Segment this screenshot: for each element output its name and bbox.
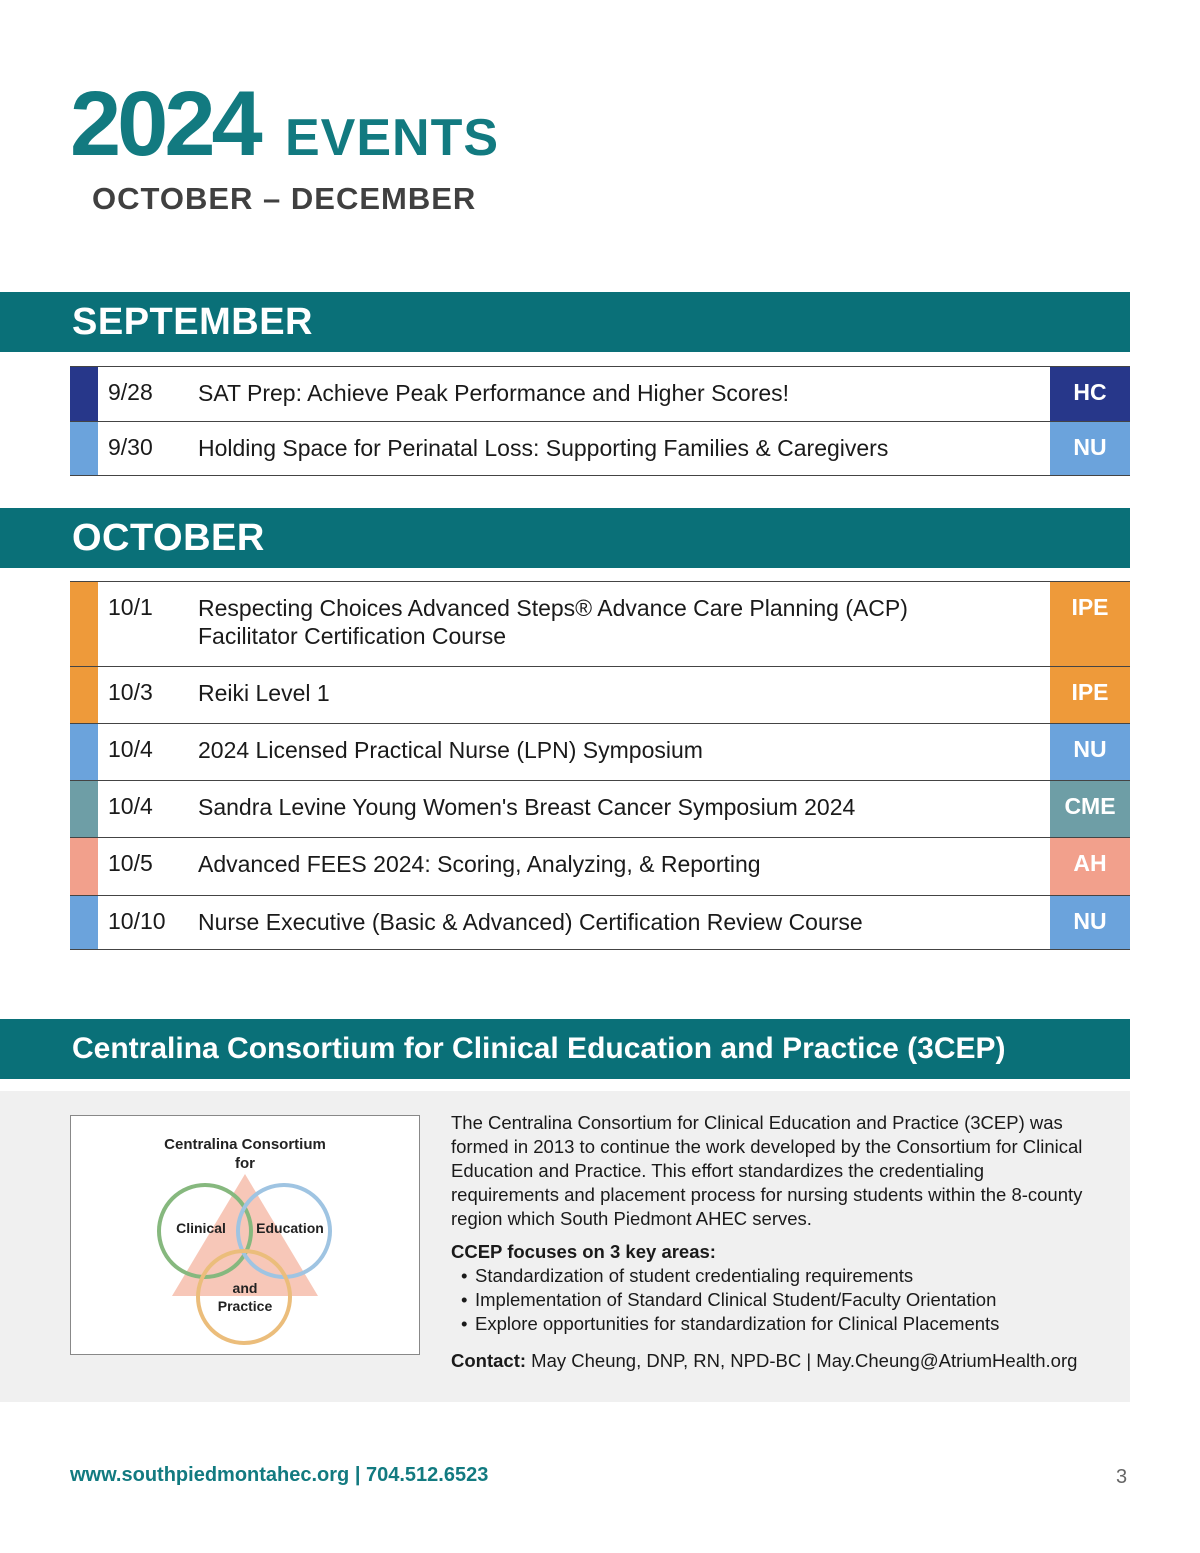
category-color-bar: [70, 582, 98, 666]
category-tag: HC: [1050, 367, 1130, 421]
category-tag: IPE: [1050, 582, 1130, 666]
category-color-bar: [70, 367, 98, 421]
contact-label: Contact:: [451, 1350, 527, 1371]
event-title: SAT Prep: Achieve Peak Performance and Higher Scores!: [198, 380, 790, 406]
category-color-bar: [70, 781, 98, 837]
event-title-line: Respecting Choices Advanced Steps® Advance Care Planning (ACP): [198, 595, 908, 621]
consortium-logo: [70, 1115, 420, 1355]
focus-list-item: • Standardization of student credentialing requirements: [461, 1265, 914, 1286]
event-title: [198, 582, 1050, 666]
consortium-description-block: [451, 1111, 1091, 1373]
contact-line: [451, 1349, 1091, 1373]
event-row[interactable]: [70, 780, 1130, 837]
event-date: 9/30: [108, 434, 153, 460]
logo-title-line1: Centralina Consortium: [164, 1136, 326, 1153]
event-date: 10/3: [108, 679, 153, 705]
event-row[interactable]: [70, 837, 1130, 895]
logo-label-practice: Practice: [217, 1298, 273, 1314]
logo-label-education: Education: [256, 1220, 324, 1236]
category-color-bar: [70, 896, 98, 949]
event-row[interactable]: [70, 895, 1130, 950]
category-tag: NU: [1050, 724, 1130, 780]
september-events-table: [70, 366, 1130, 476]
event-title: Holding Space for Perinatal Loss: Supporting Families & Caregivers: [198, 435, 889, 461]
event-date: 10/10: [108, 908, 166, 934]
focus-list: [451, 1264, 1091, 1336]
event-row[interactable]: [70, 421, 1130, 476]
event-title: Advanced FEES 2024: Scoring, Analyzing, & Reporting: [198, 851, 761, 877]
consortium-heading-label: Centralina Consortium for Clinical Education and Practice (3CEP): [72, 1032, 1006, 1065]
month-heading-label: SEPTEMBER: [72, 300, 313, 343]
category-color-bar: [70, 667, 98, 723]
october-events-table: [70, 581, 1130, 950]
event-date: 10/4: [108, 793, 153, 819]
header-year: 2024: [70, 73, 259, 175]
category-tag: CME: [1050, 781, 1130, 837]
category-tag: IPE: [1050, 667, 1130, 723]
header-subtitle: OCTOBER – DECEMBER: [92, 181, 477, 216]
event-row[interactable]: [70, 581, 1130, 666]
consortium-heading: [0, 1019, 1130, 1079]
event-title: 2024 Licensed Practical Nurse (LPN) Symposium: [198, 737, 703, 763]
month-heading-october: [0, 508, 1130, 568]
event-row[interactable]: [70, 723, 1130, 780]
category-color-bar: [70, 422, 98, 475]
event-date: 10/4: [108, 736, 153, 762]
logo-label-and: and: [232, 1280, 258, 1296]
category-tag: NU: [1050, 896, 1130, 949]
event-title: Sandra Levine Young Women's Breast Cancer Symposium 2024: [198, 794, 856, 820]
category-tag: AH: [1050, 838, 1130, 895]
footer-website-phone[interactable]: www.southpiedmontahec.org | 704.512.6523: [70, 1464, 489, 1486]
event-date: 10/5: [108, 850, 153, 876]
event-date: 10/1: [108, 594, 153, 620]
logo-title-line2: for: [235, 1155, 255, 1172]
focus-list-item: • Explore opportunities for standardization for Clinical Placements: [461, 1313, 1000, 1334]
month-heading-september: [0, 292, 1130, 352]
category-color-bar: [70, 724, 98, 780]
event-title-line: Facilitator Certification Course: [198, 623, 507, 649]
category-color-bar: [70, 838, 98, 895]
month-heading-label: OCTOBER: [72, 516, 265, 559]
event-row[interactable]: [70, 666, 1130, 723]
venn-diagram-logo: [71, 1116, 421, 1356]
bullet-icon: •: [461, 1265, 468, 1286]
event-title: Nurse Executive (Basic & Advanced) Certification Review Course: [198, 909, 863, 935]
event-date: 9/28: [108, 379, 153, 405]
consortium-description: The Centralina Consortium for Clinical Education and Practice (3CEP) was formed in 2013 to continue the work developed by the Consortium for Clinical Education and Practice. This effort standardizes the credentialing requirements and placement process for nursing students within the 8-county region which South Piedmont AHEC serves.: [451, 1112, 1083, 1229]
bullet-icon: •: [461, 1289, 468, 1310]
focus-list-item: • Implementation of Standard Clinical Student/Faculty Orientation: [461, 1289, 997, 1310]
bullet-icon: •: [461, 1313, 468, 1334]
event-title: Reiki Level 1: [198, 680, 330, 706]
header-events-label: EVENTS: [285, 109, 500, 167]
focus-heading: CCEP focuses on 3 key areas:: [451, 1241, 716, 1262]
page-number: 3: [1116, 1466, 1128, 1488]
category-tag: NU: [1050, 422, 1130, 475]
event-row[interactable]: [70, 366, 1130, 421]
logo-label-clinical: Clinical: [176, 1220, 226, 1236]
contact-details[interactable]: May Cheung, DNP, RN, NPD-BC | May.Cheung@AtriumHealth.org: [531, 1350, 1078, 1371]
